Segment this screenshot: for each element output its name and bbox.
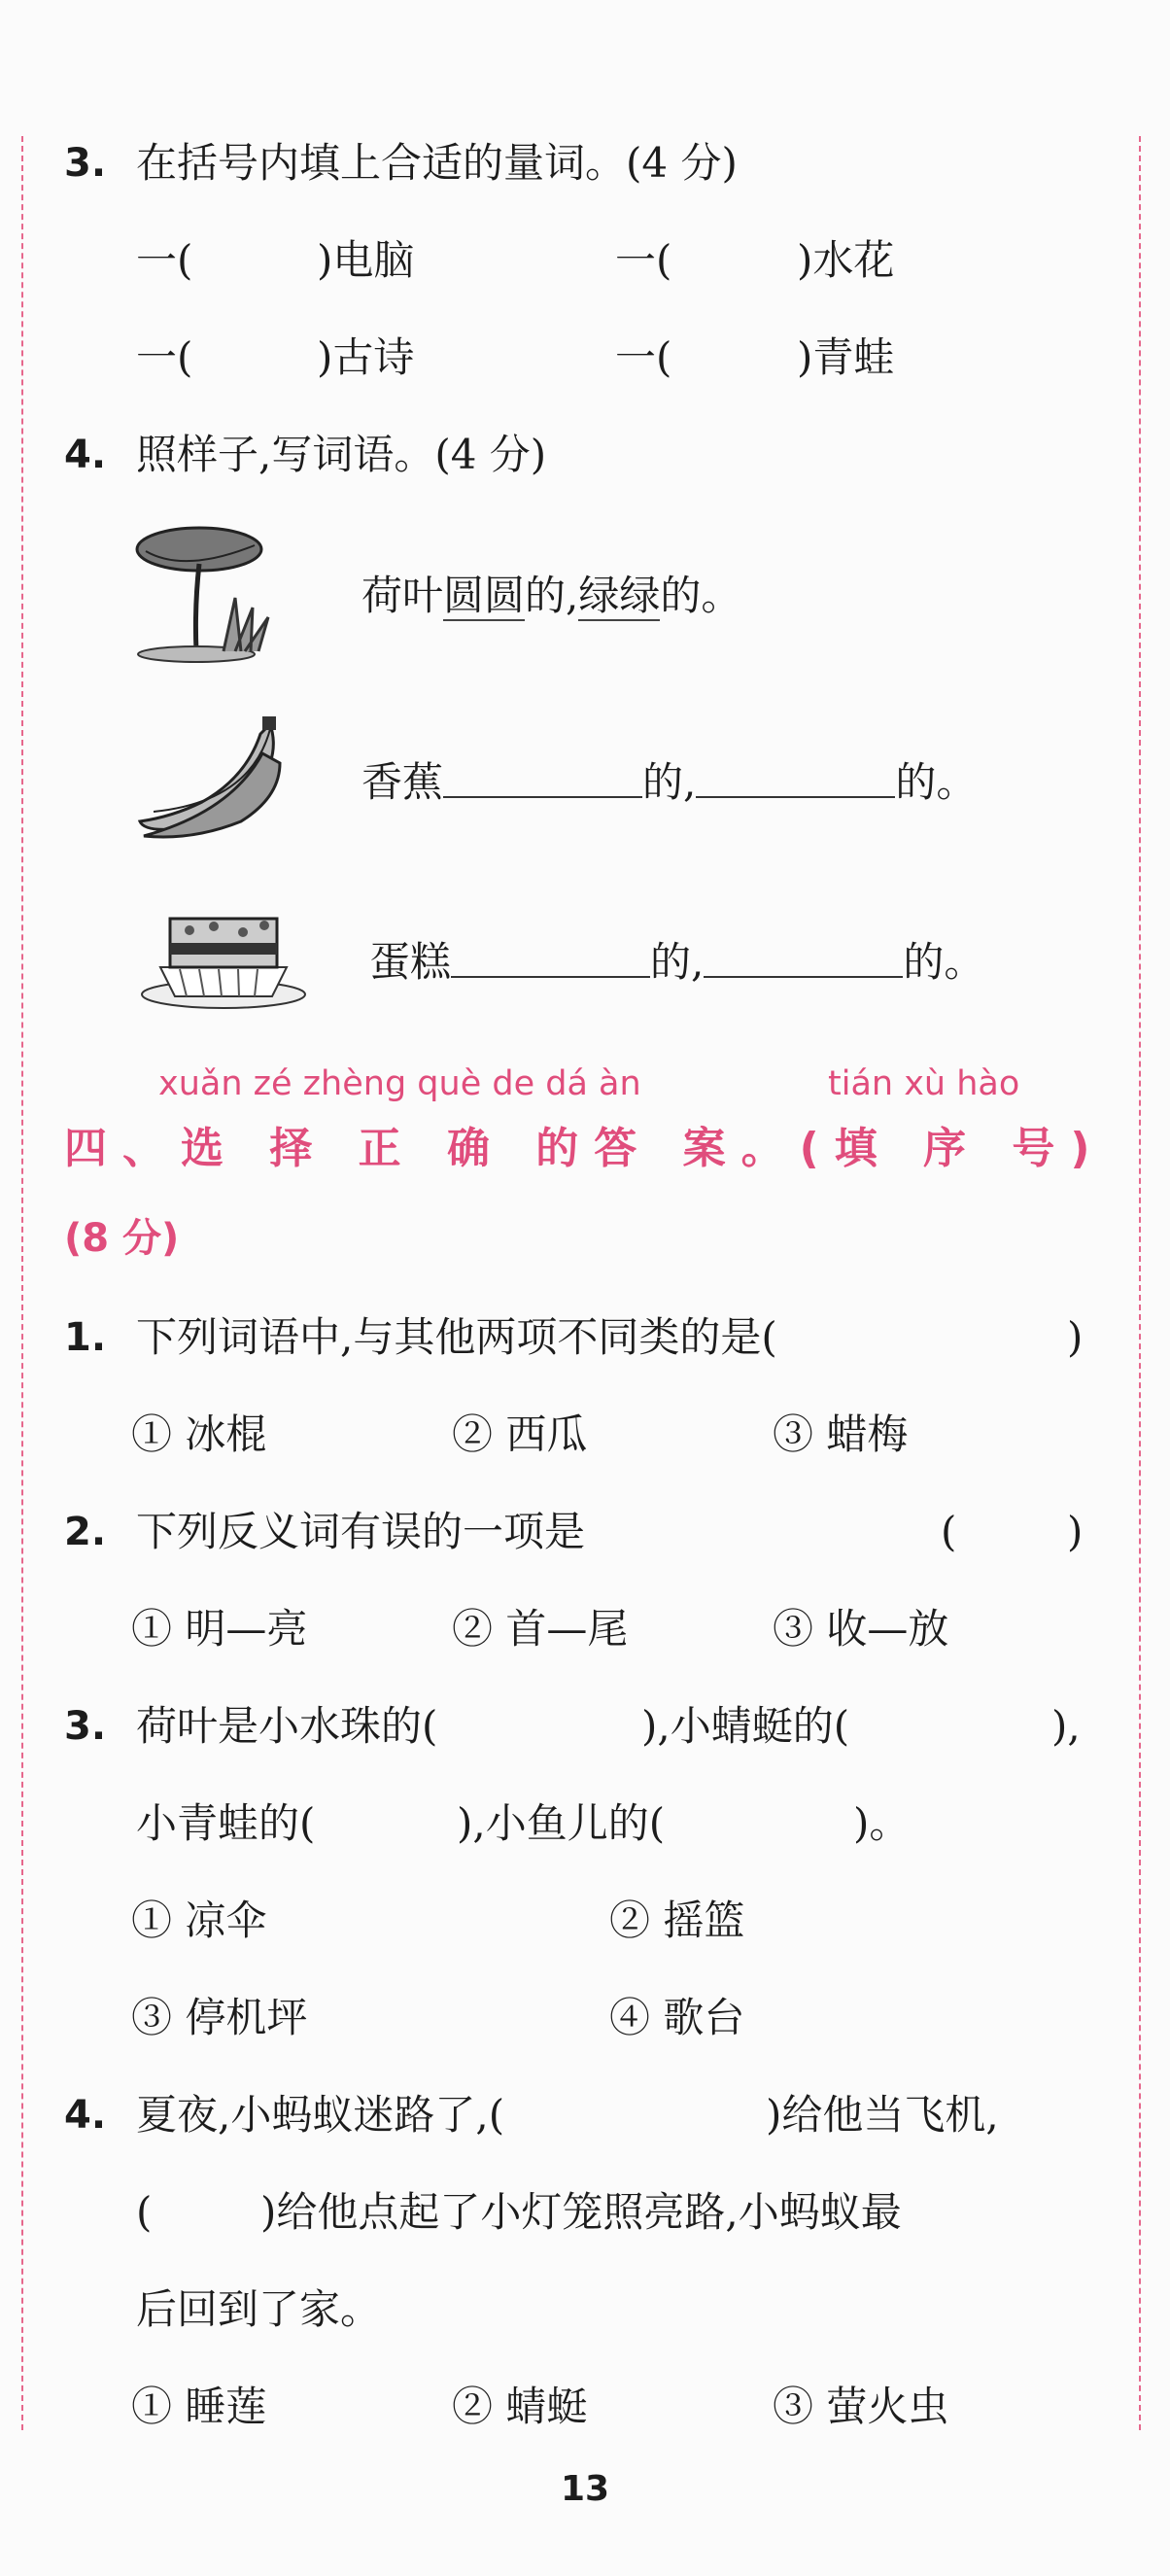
mc4-option-3: ③ 萤火虫 [773, 2383, 949, 2430]
q4-title: 照样子,写词语。(4 分) [136, 431, 547, 478]
mc3-number: 3. [64, 1704, 107, 1749]
section4-title: 四、选 择 正 确 的答 案。(填 序 号) [64, 1124, 1106, 1173]
mc2-option-3: ③ 收—放 [773, 1605, 949, 1653]
q3-title: 在括号内填上合适的量词。(4 分) [136, 139, 738, 187]
mc4-number: 4. [64, 2093, 107, 2138]
q4-banana-row [0, 748, 1170, 817]
page-number: 13 [560, 2469, 610, 2509]
mc3-line2-part1: 小青蛙的( [136, 1799, 316, 1847]
mc4-option-2: ② 蜻蜓 [452, 2383, 588, 2430]
q4-example-text-2: 的。 [660, 572, 742, 619]
q4-cake-blank-1[interactable] [451, 931, 650, 978]
q4-cake-blank-2[interactable] [704, 931, 903, 978]
mc2-number: 2. [64, 1510, 107, 1554]
mc3-option-3: ③ 停机坪 [131, 1994, 308, 2041]
mc4-line1-part2: )给他当飞机, [766, 2091, 999, 2139]
section4-score: (8 分) [64, 1216, 180, 1261]
q3-item-1-post: )电脑 [317, 236, 415, 284]
mc1-paren-close: ) [1067, 1313, 1084, 1361]
mc4-line2-part2: )给他点起了小灯笼照亮路,小蚂蚁最 [260, 2188, 902, 2236]
mc3-line2-part2: ),小鱼儿的( [457, 1799, 666, 1847]
q3-title-row [0, 129, 1170, 197]
q4-example-underlined-2: 绿绿 [578, 572, 661, 619]
mc1-option-2: ② 西瓜 [452, 1410, 588, 1458]
mc3-option-2: ② 摇篮 [609, 1897, 745, 1944]
mc2-option-1: ① 明—亮 [131, 1605, 308, 1653]
mc4-line2-part1: ( [136, 2188, 153, 2236]
q4-banana-text-2: 的。 [895, 758, 978, 806]
mc3-line-1 [0, 1692, 1170, 1760]
mc4-line-3 [0, 2276, 1170, 2344]
q4-example-text-1: 的, [525, 572, 579, 619]
mc3-options-row-2 [0, 1984, 1170, 2052]
q4-cake-text-1: 的, [650, 938, 705, 986]
mc3-line2-part3: )。 [853, 1799, 911, 1847]
mc4-options-row [0, 2373, 1170, 2441]
mc3-option-1: ① 凉伞 [131, 1897, 267, 1944]
q3-number: 3. [64, 141, 107, 186]
mc2-paren-open: ( [941, 1508, 957, 1555]
q4-cake-word: 蛋糕 [369, 938, 452, 986]
mc3-line-2 [0, 1790, 1170, 1858]
mc4-line-2 [0, 2178, 1170, 2246]
mc2-paren-close: ) [1067, 1508, 1084, 1555]
q3-row-2 [0, 324, 1170, 392]
mc3-line1-part1: 荷叶是小水珠的( [136, 1702, 438, 1750]
q4-banana-word: 香蕉 [361, 758, 444, 806]
section4-pinyin-1: xuǎn zé zhèng què de dá àn [158, 1064, 641, 1103]
q3-item-4-post: )青蛙 [797, 333, 895, 381]
mc3-line1-part2: ),小蜻蜓的( [641, 1702, 850, 1750]
mc1-stem-row [0, 1304, 1170, 1372]
q3-item-4-pre: 一( [615, 333, 672, 381]
mc2-options-row [0, 1595, 1170, 1663]
q4-number: 4. [64, 433, 107, 477]
mc4-line1-part1: 夏夜,小蚂蚁迷路了,( [136, 2091, 505, 2139]
q3-item-2-pre: 一( [615, 236, 672, 284]
mc1-option-1: ① 冰棍 [131, 1410, 267, 1458]
q4-banana-text-1: 的, [642, 758, 697, 806]
q4-banana-blank-2[interactable] [696, 751, 895, 798]
q3-item-1-pre: 一( [136, 236, 193, 284]
mc1-options-row [0, 1401, 1170, 1469]
q4-example-row [0, 562, 1170, 630]
mc4-line-1 [0, 2081, 1170, 2149]
section4-pinyin-2: tián xù hào [828, 1064, 1020, 1103]
q3-item-3-post: )古诗 [317, 333, 415, 381]
mc3-options-row-1 [0, 1887, 1170, 1955]
mc1-option-3: ③ 蜡梅 [773, 1410, 909, 1458]
q4-title-row [0, 421, 1170, 489]
mc2-stem: 下列反义词有误的一项是 [136, 1508, 586, 1555]
q4-cake-text-2: 的。 [903, 938, 985, 986]
mc4-option-1: ① 睡莲 [131, 2383, 267, 2430]
mc2-option-2: ② 首—尾 [452, 1605, 629, 1653]
q4-cake-row [0, 928, 1170, 996]
mc3-option-4: ④ 歌台 [609, 1994, 745, 2041]
mc4-line3: 后回到了家。 [136, 2285, 382, 2333]
q3-item-3-pre: 一( [136, 333, 193, 381]
mc2-stem-row [0, 1498, 1170, 1566]
mc1-stem: 下列词语中,与其他两项不同类的是( [136, 1313, 777, 1361]
q3-row-1 [0, 226, 1170, 295]
mc3-line1-part3: ), [1051, 1702, 1081, 1750]
q4-example-underlined-1: 圆圆 [443, 572, 526, 619]
q4-example-word-1: 荷叶 [361, 572, 444, 619]
q3-item-2-post: )水花 [797, 236, 895, 284]
q4-banana-blank-1[interactable] [443, 751, 642, 798]
mc1-number: 1. [64, 1315, 107, 1360]
